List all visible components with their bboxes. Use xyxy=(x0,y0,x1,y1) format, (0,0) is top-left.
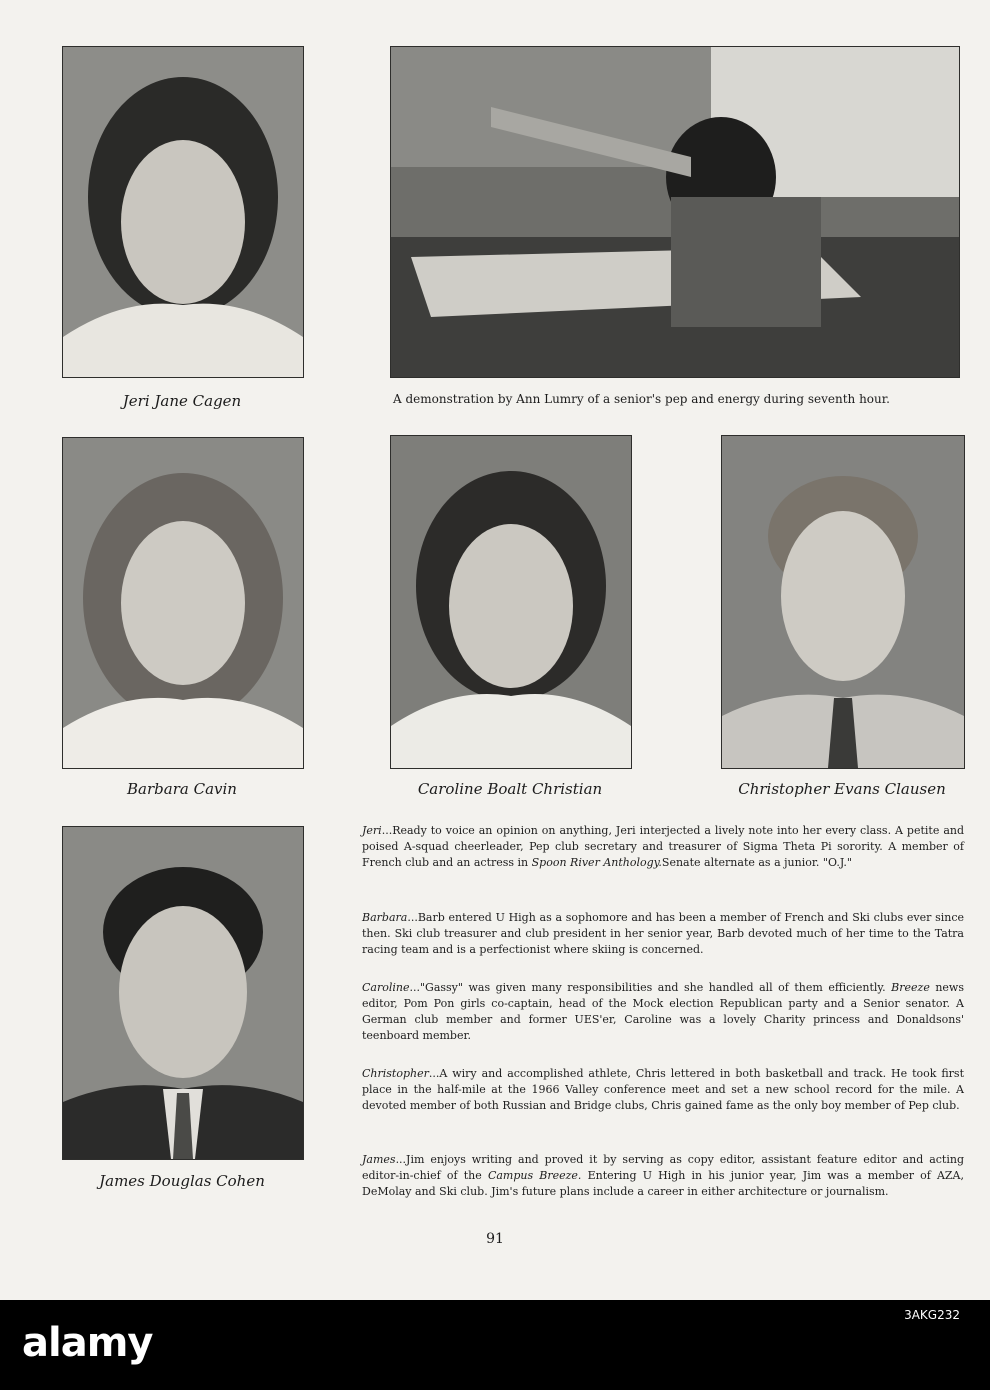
bio-text: ...Ready to voice an opinion on anything, Jeri interjected a lively note into her every class. A petite and poised A-squad cheerleader, Pep club secretary and treasurer of Sigma Theta Pi sorority. A member of French club and an actress in xyxy=(362,824,964,869)
bio-text: news editor, Pom Pon girls co-captain, head of the Mock election Republican party and a Senior senator. A German club member and former UES'er, Caroline was a lovely Charity princess and Donaldsons' teenboard member. xyxy=(362,981,964,1042)
bio-name: Christopher xyxy=(362,1067,429,1080)
caption-caroline: Caroline Boalt Christian xyxy=(417,780,603,798)
bio-barbara xyxy=(362,910,964,958)
caption-demonstration: A demonstration by Ann Lumry of a senior's pep and energy during seventh hour. xyxy=(393,392,890,406)
portrait-christopher-evans-clausen xyxy=(721,435,965,769)
bio-text: Senate alternate as a junior. "O.J." xyxy=(661,856,852,869)
alamy-logo: alamy xyxy=(22,1320,153,1366)
bio-text: ...Barb entered U High as a sophomore and has been a member of French and Ski clubs ever since then. Ski club treasurer and club president in her senior year, Barb devoted much of her time to the Tatra racing team and is a perfectionist where skiing is concerned. xyxy=(362,911,964,956)
bio-caroline xyxy=(362,980,964,1044)
portrait-barbara-cavin xyxy=(62,437,304,769)
caption-christopher: Christopher Evans Clausen xyxy=(738,780,946,798)
bio-name: Jeri xyxy=(362,824,382,837)
watermark-footer xyxy=(0,1300,990,1390)
bio-italic: Breeze xyxy=(891,981,930,994)
bio-name: Caroline xyxy=(362,981,410,994)
portrait-james-douglas-cohen xyxy=(62,826,304,1160)
bio-text: ...A wiry and accomplished athlete, Chris lettered in both basketball and track. He took first place in the half-mile at the 1966 Valley conference meet and set a new school record for the mile. A devoted member of both Russian and Bridge clubs, Chris gained fame as the only boy member of Pep club. xyxy=(362,1067,964,1112)
bio-text: ...Jim enjoys writing and proved it by serving as copy editor, assistant feature editor and acting editor-in-chief of the xyxy=(362,1153,964,1182)
bio-italic: Spoon River Anthology. xyxy=(531,856,662,869)
bio-christopher xyxy=(362,1066,964,1114)
photo-classroom-demonstration xyxy=(390,46,960,378)
bio-name: Barbara xyxy=(362,911,408,924)
caption-jeri: Jeri Jane Cagen xyxy=(122,392,242,410)
bio-text: ..."Gassy" was given many responsibilities and she handled all of them efficiently. xyxy=(409,981,892,994)
bio-james xyxy=(362,1152,964,1200)
portrait-jeri-jane-cagen xyxy=(62,46,304,378)
bio-italic: Campus Breeze. xyxy=(487,1169,582,1182)
caption-james: James Douglas Cohen xyxy=(99,1172,265,1190)
caption-barbara: Barbara Cavin xyxy=(127,780,237,798)
page-number: 91 xyxy=(486,1231,504,1247)
bio-text: Entering U High in his junior year, Jim was a member of AZA, DeMolay and Ski club. Jim's future plans include a career in either architecture or journalism. xyxy=(362,1169,964,1198)
bio-jeri xyxy=(362,823,964,871)
bio-name: James xyxy=(362,1153,396,1166)
portrait-caroline-boalt-christian xyxy=(390,435,632,769)
image-id: 3AKG232 xyxy=(904,1308,960,1322)
